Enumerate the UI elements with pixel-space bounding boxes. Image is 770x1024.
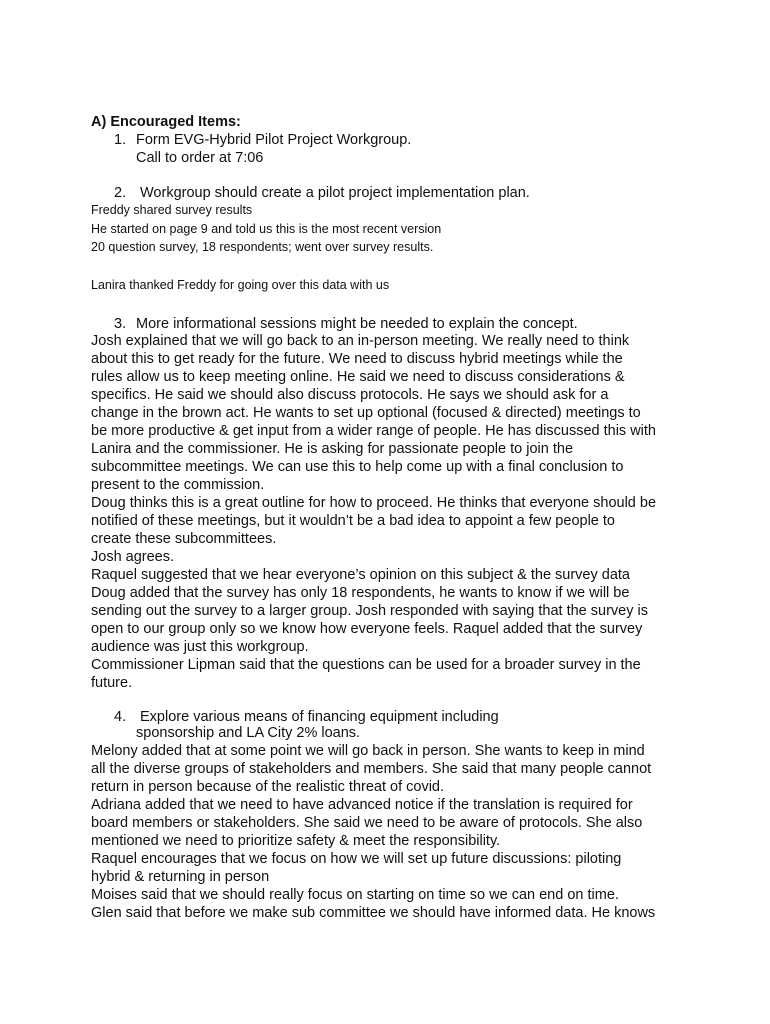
discussion-block-4: [91, 742, 655, 922]
paragraph-line: Lanira and the commissioner. He is asking for passionate people to join the: [91, 441, 574, 457]
paragraph-line: Doug added that the survey has only 18 respondents, he wants to know if we will be: [91, 585, 630, 601]
note-line: Lanira thanked Freddy for going over this data with us: [91, 278, 390, 292]
list-item-1-continuation: Call to order at 7:06: [136, 150, 264, 166]
paragraph-line: about this to get ready for the future. We need to discuss hybrid meetings while the: [91, 351, 623, 367]
paragraph-line: open to our group only so we know how everyone feels. Raquel added that the survey: [91, 621, 643, 637]
paragraph-line: future.: [91, 675, 133, 691]
item-text: Explore various means of financing equipment including: [140, 709, 499, 725]
paragraph-line: rules allow us to keep meeting online. He said we need to discuss considerations &: [91, 369, 625, 385]
list-item-3: [114, 315, 578, 333]
paragraph-line: be more productive & get input from a wider range of people. He has discussed this with: [91, 423, 656, 439]
section-heading: A) Encouraged Items:: [91, 114, 241, 130]
paragraph-line: mentioned we need to prioritize safety & meet the responsibility.: [91, 833, 501, 849]
list-item-2: [114, 184, 530, 202]
paragraph-line: Josh explained that we will go back to an in-person meeting. We really need to think: [91, 333, 630, 349]
note-line: He started on page 9 and told us this is the most recent version: [91, 222, 442, 236]
paragraph-line: hybrid & returning in person: [91, 869, 270, 885]
paragraph-line: Glen said that before we make sub committee we should have informed data. He knows: [91, 905, 656, 921]
paragraph-line: subcommittee meetings. We can use this to help come up with a final conclusion to: [91, 459, 624, 475]
paragraph-line: return in person because of the realistic threat of covid.: [91, 779, 445, 795]
note-line: Freddy shared survey results: [91, 203, 253, 217]
item-number: 4.: [114, 709, 127, 725]
paragraph-line: Commissioner Lipman said that the questions can be used for a broader survey in the: [91, 657, 641, 673]
paragraph-line: all the diverse groups of stakeholders and members. She said that many people cannot: [91, 761, 652, 777]
item-number: 3.: [114, 316, 127, 332]
item-text: Workgroup should create a pilot project implementation plan.: [140, 185, 530, 201]
paragraph-line: board members or stakeholders. She said we need to be aware of protocols. She also: [91, 815, 643, 831]
discussion-block-3: [91, 332, 656, 692]
paragraph-line: Melony added that at some point we will go back in person. She wants to keep in mind: [91, 743, 645, 759]
paragraph-line: specifics. He said we should also discuss protocols. He says we should ask for a: [91, 387, 609, 403]
paragraph-line: Raquel suggested that we hear everyone’s opinion on this subject & the survey data: [91, 567, 630, 583]
paragraph-line: Josh agrees.: [91, 549, 175, 565]
paragraph-line: Moises said that we should really focus on starting on time so we can end on time.: [91, 887, 619, 903]
item-text: More informational sessions might be needed to explain the concept.: [136, 316, 578, 332]
paragraph-line: Doug thinks this is a great outline for how to proceed. He thinks that everyone should be: [91, 495, 657, 511]
paragraph-line: notified of these meetings, but it wouldn’t be a bad idea to appoint a few people to: [91, 513, 615, 529]
paragraph-line: present to the commission.: [91, 477, 265, 493]
paragraph-line: sending out the survey to a larger group. Josh responded with saying that the survey is: [91, 603, 648, 619]
paragraph-line: change in the brown act. He wants to set up optional (focused & directed) meetings to: [91, 405, 641, 421]
paragraph-line: audience was just this workgroup.: [91, 639, 309, 655]
item-number: 2.: [114, 185, 127, 201]
item-number: 1.: [114, 132, 127, 148]
list-item-4-continuation: sponsorship and LA City 2% loans.: [136, 725, 361, 741]
paragraph-line: Raquel encourages that we focus on how we will set up future discussions: piloting: [91, 851, 622, 867]
paragraph-line: create these subcommittees.: [91, 531, 277, 547]
note-line: 20 question survey, 18 respondents; went over survey results.: [91, 240, 434, 254]
item-text: Form EVG-Hybrid Pilot Project Workgroup.: [136, 132, 412, 148]
list-item-1: [114, 131, 411, 149]
paragraph-line: Adriana added that we need to have advanced notice if the translation is required for: [91, 797, 633, 813]
